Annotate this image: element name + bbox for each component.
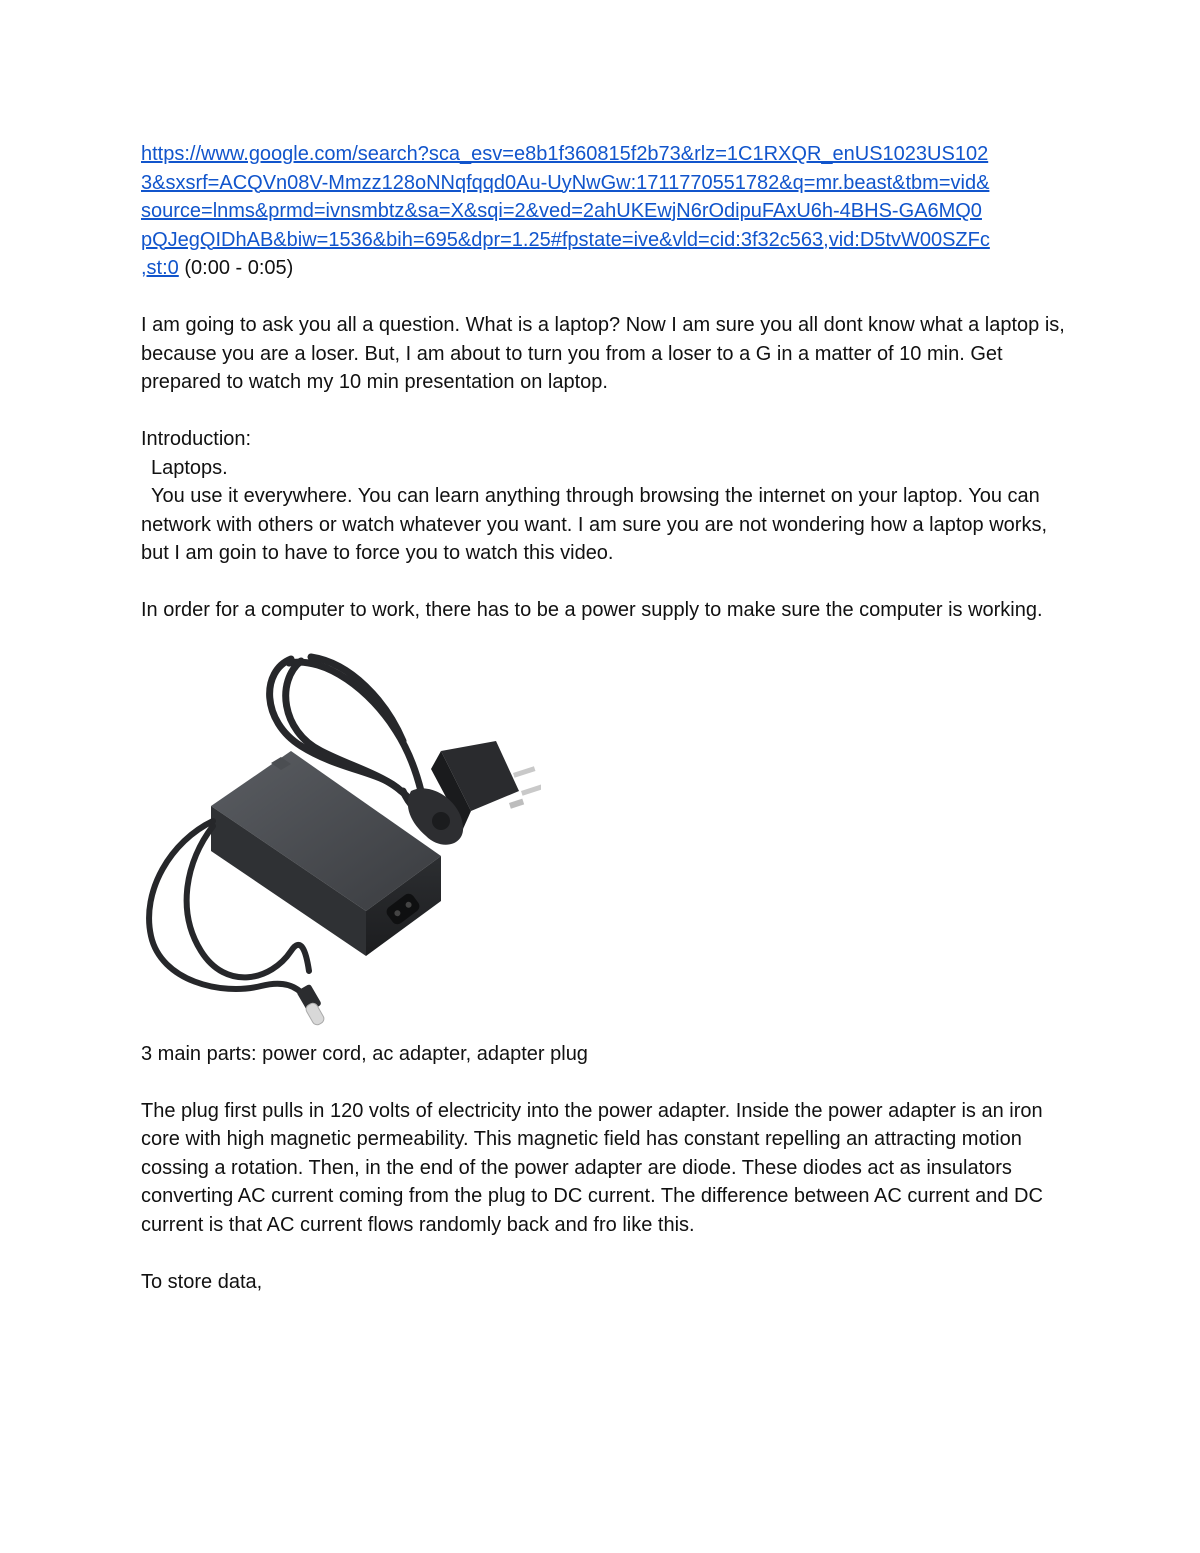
- main-parts-line: 3 main parts: power cord, ac adapter, adapter plug: [141, 1042, 588, 1065]
- usage-paragraph: [141, 482, 1066, 568]
- spacer: [141, 568, 1066, 597]
- spacer: [141, 1068, 1066, 1097]
- link-line-5: ,st:0: [141, 257, 179, 279]
- spacer: [141, 1239, 1066, 1268]
- introduction-heading: Introduction:: [141, 428, 252, 450]
- laptops-line: Laptops.: [151, 456, 228, 479]
- intro-hook-paragraph: I am going to ask you all a question. What is a laptop? Now I am sure you all dont know what a laptop is, because you are a loser. But, I am about to turn you from a loser to a G in a matter of 10 min. Get prepared to watch my 10 min presentation on laptop.: [141, 314, 1065, 393]
- link-line-2: 3&sxsrf=ACQVn08V-Mmzz128oNNqfqqd0Au-UyNwGw:1711770551782&q=mr.beast&tbm=vid&: [141, 171, 990, 194]
- link-line-3: source=lnms&prmd=ivnsmbtz&sa=X&sqi=2&ved=2ahUKEwjN6rOdipuFAxU6h-4BHS-GA6MQ0: [141, 200, 982, 222]
- link-line-4: pQJegQIDhAB&biw=1536&bih=695&dpr=1.25#fpstate=ive&vld=cid:3f32c563,vid:D5tvW00SZFc: [141, 228, 990, 251]
- usb-c-connector: [296, 983, 326, 1026]
- store-data-line: To store data,: [141, 1270, 263, 1293]
- video-timestamp: (0:00 - 0:05): [178, 257, 294, 279]
- usage-text: You use it everywhere. You can learn anything through browsing the internet on your laptop. You can network with others or watch whatever you want. I am sure you are not wondering how a laptop works, but I am goin to have to force you to watch this video.: [141, 485, 1048, 564]
- adapter-brick: [211, 751, 441, 956]
- link-line-1: https://www.google.com/search?sca_esv=e8b1f360815f2b73&rlz=1C1RXQR_enUS1023US102: [141, 143, 989, 165]
- document-body: [141, 140, 1066, 1296]
- spacer: [141, 397, 1066, 426]
- plug-explanation-paragraph: The plug first pulls in 120 volts of electricity into the power adapter. Inside the power adapter is an iron core with high magnetic permeability. This magnetic field has constant repelling an attracting motion cossing a rotation. Then, in the end of the power adapter are diode. These diodes act as insulators converting AC current coming from the plug to DC current. The difference between AC current and DC current is that AC current flows randomly back and fro like this.: [141, 1099, 1043, 1236]
- spacer: [141, 283, 1066, 312]
- source-link-paragraph: [141, 140, 1066, 283]
- power-adapter-illustration: [141, 651, 541, 1036]
- power-adapter-image: [141, 651, 541, 1036]
- power-supply-paragraph: In order for a computer to work, there has to be a power supply to make sure the computer is working.: [141, 599, 1043, 621]
